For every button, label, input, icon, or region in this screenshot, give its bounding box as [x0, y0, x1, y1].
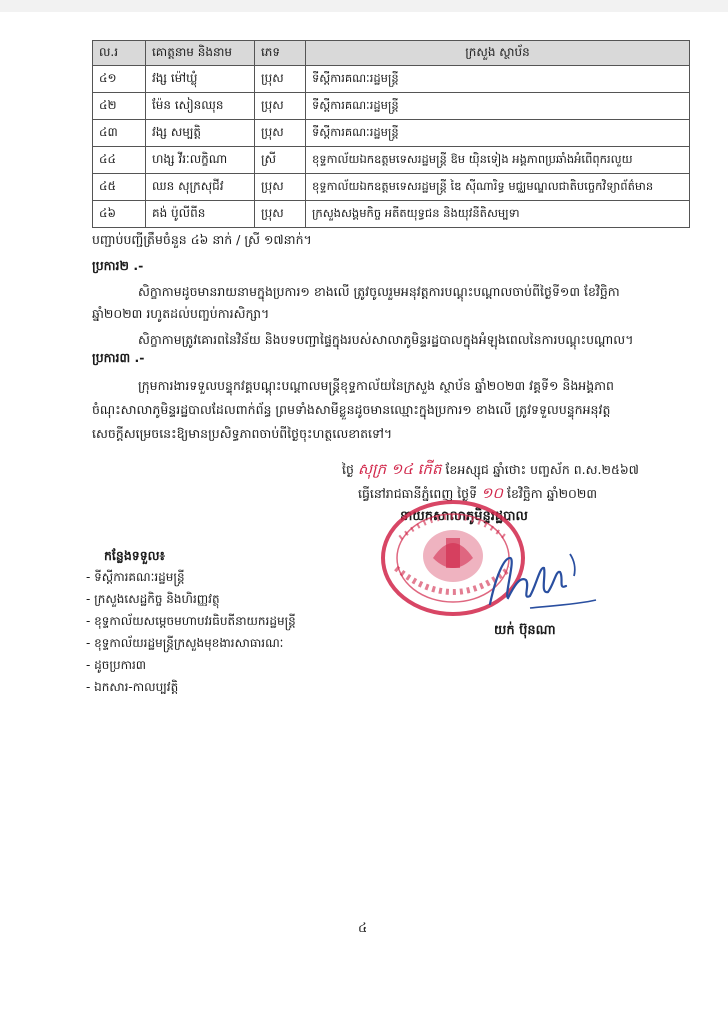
table-row [93, 93, 690, 120]
cell-ministry: ក្រសួងសង្គមកិច្ច អតីតយុទ្ធជន និងយុវនីតិសម្បទា [306, 201, 690, 228]
cell-sex: ប្រុស [255, 120, 306, 147]
cell-name: ឈន សុក្រសុជីវ [146, 174, 255, 201]
article-3-line1: ក្រុមការងារទទួលបន្ទុកវគ្គបណ្តុះបណ្តាលមន្ត្រីខុទ្ទកាល័យនៃក្រសួង ស្ថាប័ន ឆ្នាំ២០២៣ វគ្គទី១ និងអង្គភាព [138, 378, 614, 393]
cell-sex: ប្រុស [255, 201, 306, 228]
header-ministry: ក្រសួង ស្ថាប័ន [306, 41, 690, 66]
signature-icon [470, 546, 600, 616]
cell-name: ហង្ស វីរៈលក្ខិណា [146, 147, 255, 174]
table-header-row [93, 41, 690, 66]
signatory-title: នាយកសាលាភូមិន្ទរដ្ឋបាល [400, 509, 528, 524]
table-row [93, 66, 690, 93]
cell-ministry: ទីស្តីការគណៈរដ្ឋមន្ត្រី [306, 93, 690, 120]
header-sex: ភេទ [255, 41, 306, 66]
recipients-title: កន្លែងទទួល៖ [104, 548, 166, 563]
signatory-name: យក់ ប៊ុនណា [494, 623, 556, 638]
article-3-line2: ចំណុះសាលាភូមិន្ទរដ្ឋបាលដែលពាក់ព័ន្ធ ព្រមទាំងសាមីខ្លួនដូចមានឈ្មោះក្នុងប្រការ១ ខាងលើ ត្រូវទទួលបន្ទុកអនុវត្ត [92, 402, 611, 417]
solar-day-handwritten: ១០ [481, 484, 503, 502]
table-row [93, 147, 690, 174]
solar-prefix: ធ្វើនៅរាជធានីភ្នំពេញ ថ្ងៃទី [358, 486, 478, 501]
cell-ministry: ខុទ្ទកាល័យឯកឧត្តមទេសរដ្ឋមន្ត្រី ឱម យ៉ិនទៀង អង្គភាពប្រឆាំងអំពើពុករលួយ [306, 147, 690, 174]
list-item: - ឯកសារ-កាលប្បវត្តិ [86, 680, 179, 694]
article-3-line3: សេចក្តីសម្រេចនេះឱ្យមានប្រសិទ្ធភាពចាប់ពីថ្ងៃចុះហត្ថលេខាតទៅ។ [92, 426, 393, 441]
table-row [93, 201, 690, 228]
page-top-edge [0, 0, 728, 12]
article-3-heading: ប្រការ៣ .- [92, 350, 145, 365]
list-item: - ខុទ្ទកាល័យសម្តេចមហាបវរធិបតីនាយករដ្ឋមន្ត្រី [86, 614, 296, 628]
cell-sex: ប្រុស [255, 174, 306, 201]
cell-name: ម៉ែន សៀនឈុន [146, 93, 255, 120]
list-item: - ក្រសួងសេដ្ឋកិច្ច និងហិរញ្ញវត្ថុ [86, 592, 220, 606]
lunar-date-line [342, 460, 639, 482]
solar-rest: ខែវិច្ឆិកា ឆ្នាំ២០២៣ [506, 486, 598, 501]
article-2-heading: ប្រការ២ .- [92, 258, 144, 273]
header-name: គោត្តនាម និងនាម [146, 41, 255, 66]
cell-sex: ស្រី [255, 147, 306, 174]
cell-ministry: ទីស្តីការគណៈរដ្ឋមន្ត្រី [306, 66, 690, 93]
recipients-list [86, 566, 296, 698]
table-row [93, 120, 690, 147]
page-number: ៤ [358, 921, 368, 936]
cell-ministry: ខុទ្ទកាល័យឯកឧត្តមទេសរដ្ឋមន្ត្រី ឌៃ ស៊ីណារិទ្ធ មជ្ឈមណ្ឌលជាតិបច្ចេកវិទ្យាព័ត៌មាន [306, 174, 690, 201]
list-item: - ទីស្តីការគណៈរដ្ឋមន្ត្រី [86, 570, 185, 584]
cell-no: ៤១ [93, 66, 146, 93]
cell-sex: ប្រុស [255, 66, 306, 93]
lunar-prefix: ថ្ងៃ [342, 462, 354, 477]
article-2-para2: សិក្ខាកាមត្រូវគោរពនៃវិន័យ និងបទបញ្ជាផ្ទៃក្នុងរបស់សាលាភូមិន្ទរដ្ឋបាលក្នុងអំឡុងពេលនៃការបណ្តុះបណ្តាល។ [138, 332, 634, 347]
cell-no: ៤៤ [93, 147, 146, 174]
list-item: - ដូចប្រការ៣ [86, 658, 147, 672]
header-no: ល.រ [93, 41, 146, 66]
cell-no: ៤២ [93, 93, 146, 120]
article-2-para1-line1: សិក្ខាកាមដូចមានរាយនាមក្នុងប្រការ១ ខាងលើ ត្រូវចូលរួមអនុវត្តការបណ្តុះបណ្តាលចាប់ពីថ្ងៃទី១៣ ខែវិច្ឆិកា [138, 284, 620, 299]
cell-no: ៤៥ [93, 174, 146, 201]
lunar-handwritten: សុក្រ ១៤ កើត [357, 460, 442, 478]
cell-no: ៤៣ [93, 120, 146, 147]
cell-sex: ប្រុស [255, 93, 306, 120]
list-item: - ខុទ្ទកាល័យរដ្ឋមន្ត្រីក្រសួងមុខងារសាធារណៈ [86, 636, 284, 650]
article-2-para1-line2: ឆ្នាំ២០២៣ រហូតដល់បញ្ចប់ការសិក្សា។ [92, 306, 270, 321]
cell-no: ៤៦ [93, 201, 146, 228]
cell-name: គង់ ប៉ូលីពីន [146, 201, 255, 228]
participants-table [92, 40, 690, 228]
lunar-rest: ខែអស្សុជ ឆ្នាំថោះ បញ្ចស័ក ព.ស.២៥៦៧ [445, 462, 639, 477]
cell-name: វង្ស ម៉ៅឃ្លុំ [146, 66, 255, 93]
table-summary: បញ្ជាប់បញ្ជីត្រឹមចំនួន ៤៦ នាក់ / ស្រី ១៧នាក់។ [92, 232, 312, 247]
cell-ministry: ទីស្តីការគណៈរដ្ឋមន្ត្រី [306, 120, 690, 147]
table-row [93, 174, 690, 201]
cell-name: វង្ស សម្បត្តិ [146, 120, 255, 147]
